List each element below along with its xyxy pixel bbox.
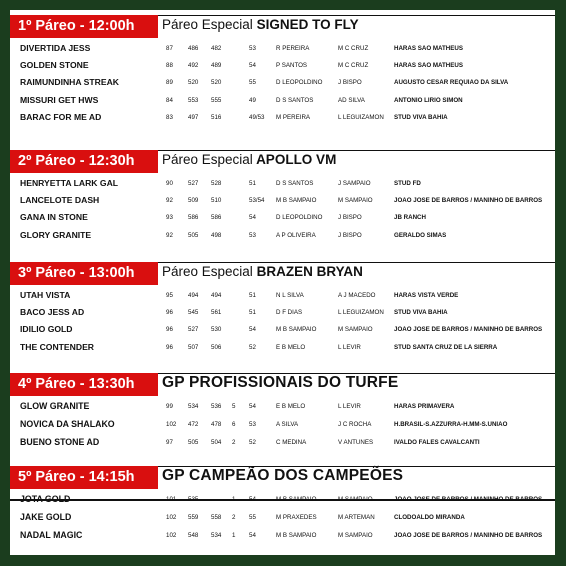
weight-prev: 492 <box>188 62 199 70</box>
weight-prev: 586 <box>188 214 199 222</box>
owner-name: JOAO JOSE DE BARROS / MANINHO DE BARROS <box>394 532 543 539</box>
carried-weight: 49 <box>249 96 256 104</box>
trainer-name: M SAMPAIO <box>338 326 373 334</box>
trainer-name: L LEVIR <box>338 343 361 351</box>
carried-weight: 55 <box>249 79 256 87</box>
header-rule <box>155 15 555 16</box>
trainer-name: L LEGUIZAMON <box>338 309 384 317</box>
carried-weight: 51 <box>249 292 256 299</box>
race-section <box>10 15 555 126</box>
weight-current: 504 <box>211 439 222 446</box>
weight-prev: 505 <box>188 439 199 446</box>
carried-weight: 54 <box>249 532 256 539</box>
post-position: 2 <box>232 514 236 521</box>
weight-prev: 520 <box>188 79 199 87</box>
trainer-name: J BISPO <box>338 79 362 87</box>
weight-prev: 494 <box>188 292 199 299</box>
trainer-name: J SAMPAIO <box>338 180 371 187</box>
race-section <box>10 150 555 244</box>
horse-name: UTAH VISTA <box>20 290 71 300</box>
trainer-name: J C ROCHA <box>338 421 372 428</box>
weight-current: 558 <box>211 514 222 521</box>
owner-name: CLODOALDO MIRANDA <box>394 514 465 521</box>
carried-weight: 53/54 <box>249 197 265 205</box>
trainer-name: J BISPO <box>338 214 362 222</box>
weight-current: 555 <box>211 96 222 104</box>
rating: 99 <box>166 403 173 410</box>
jockey-name: E B MELO <box>276 343 306 351</box>
rating: 102 <box>166 514 177 521</box>
horse-row <box>10 304 555 321</box>
weight-prev: 486 <box>188 45 199 52</box>
owner-name: HARAS PRIMAVERA <box>394 403 455 410</box>
weight-current: 482 <box>211 45 222 52</box>
horse-row <box>10 227 555 244</box>
jockey-name: D F DIAS <box>276 309 303 317</box>
horse-row <box>10 109 555 126</box>
horse-row <box>10 509 555 527</box>
carried-weight: 54 <box>249 403 256 410</box>
jockey-name: M PRAXEDES <box>276 514 317 521</box>
rating: 84 <box>166 96 173 104</box>
rating: 83 <box>166 113 173 121</box>
weight-prev: 548 <box>188 532 199 539</box>
trainer-name: AD SILVA <box>338 96 365 104</box>
jockey-name: D S SANTOS <box>276 180 314 187</box>
trainer-name: A J MACEDO <box>338 292 376 299</box>
trainer-name: M C CRUZ <box>338 62 369 70</box>
race-header <box>10 262 555 285</box>
weight-prev: 534 <box>188 403 199 410</box>
header-rule <box>155 262 555 263</box>
race-title-prefix: Páreo Especial <box>162 152 253 167</box>
race-header <box>10 373 555 396</box>
race-section <box>10 373 555 452</box>
weight-current: 561 <box>211 309 222 317</box>
rating: 92 <box>166 231 173 239</box>
jockey-name: M PEREIRA <box>276 113 311 121</box>
jockey-name: M B SAMPAIO <box>276 197 317 205</box>
owner-name: STUD VIVA BAHIA <box>394 309 448 317</box>
carried-weight: 53 <box>249 231 256 239</box>
carried-weight: 49/53 <box>249 113 265 121</box>
carried-weight: 55 <box>249 514 256 521</box>
horse-row <box>10 192 555 209</box>
horse-row <box>10 416 555 434</box>
horse-name: GLOW GRANITE <box>20 401 90 411</box>
race-label: 2º Páreo - 12:30h <box>10 150 158 173</box>
owner-name: IVALDO FALES CAVALCANTI <box>394 439 480 446</box>
race-card <box>10 10 555 555</box>
horse-row <box>10 57 555 74</box>
trainer-name: V ANTUNES <box>338 439 374 446</box>
rating: 87 <box>166 45 173 52</box>
trainer-name: M SAMPAIO <box>338 197 373 205</box>
jockey-name: A P OLIVEIRA <box>276 231 316 239</box>
owner-name: HARAS SAO MATHEUS <box>394 62 463 70</box>
carried-weight: 54 <box>249 214 256 222</box>
weight-current: 536 <box>211 403 222 410</box>
owner-name: AUGUSTO CESAR REQUIAO DA SILVA <box>394 79 509 87</box>
rating: 90 <box>166 180 173 187</box>
owner-name: H.BRASIL-S.AZZURRA-H.MM-S.UNIAO <box>394 421 508 428</box>
weight-prev: 472 <box>188 421 199 428</box>
race-title <box>162 374 398 392</box>
rating: 92 <box>166 197 173 205</box>
rating: 88 <box>166 62 173 70</box>
horse-row <box>10 209 555 226</box>
weight-prev: 527 <box>188 180 199 187</box>
horse-name: MISSURI GET HWS <box>20 94 99 105</box>
carried-weight: 52 <box>249 439 256 446</box>
jockey-name: M B SAMPAIO <box>276 326 317 334</box>
horse-row <box>10 398 555 416</box>
race-section <box>10 262 555 356</box>
weight-prev: 527 <box>188 326 199 334</box>
rating: 95 <box>166 292 173 299</box>
jockey-name: C MEDINA <box>276 439 307 446</box>
horse-row <box>10 175 555 192</box>
weight-current: 498 <box>211 231 222 239</box>
jockey-name: E B MELO <box>276 403 306 410</box>
race-title <box>162 152 336 167</box>
weight-prev: 553 <box>188 96 199 104</box>
owner-name: STUD FD <box>394 180 421 187</box>
horse-name: LANCELOTE DASH <box>20 195 100 206</box>
horse-name: NADAL MAGIC <box>20 530 83 540</box>
race-title-name: GP PROFISSIONAIS DO TURFE <box>162 374 399 391</box>
owner-name: JOAO JOSE DE BARROS / MANINHO DE BARROS <box>394 197 543 205</box>
race-title-prefix: Páreo Especial <box>162 17 253 32</box>
owner-name: HARAS VISTA VERDE <box>394 292 459 299</box>
race-label: 4º Páreo - 13:30h <box>10 373 158 396</box>
trainer-name: M C CRUZ <box>338 45 369 52</box>
race-label: 5º Páreo - 14:15h <box>10 466 158 489</box>
race-label: 3º Páreo - 13:00h <box>10 262 158 285</box>
post-position: 6 <box>232 421 236 428</box>
race-title-name: BRAZEN BRYAN <box>256 264 363 279</box>
race-header <box>10 150 555 173</box>
owner-name: JB RANCH <box>394 214 426 222</box>
jockey-name: A SILVA <box>276 421 299 428</box>
carried-weight: 54 <box>249 62 256 70</box>
race-header <box>10 466 555 489</box>
race-section <box>10 466 555 545</box>
weight-current: 494 <box>211 292 222 299</box>
race-title <box>162 264 363 279</box>
jockey-name: P SANTOS <box>276 62 308 70</box>
rating: 97 <box>166 439 173 446</box>
race-title-name: APOLLO VM <box>256 152 337 167</box>
trainer-name: L LEVIR <box>338 403 361 410</box>
horse-row <box>10 321 555 338</box>
race-title-name: SIGNED TO FLY <box>256 17 359 32</box>
race-title <box>162 467 403 485</box>
weight-prev: 507 <box>188 343 199 351</box>
horse-row <box>10 527 555 545</box>
horse-row <box>10 287 555 304</box>
owner-name: STUD SANTA CRUZ DE LA SIERRA <box>394 343 498 351</box>
carried-weight: 54 <box>249 326 256 334</box>
carried-weight: 52 <box>249 343 256 351</box>
weight-current: 586 <box>211 214 222 222</box>
horse-name: JAKE GOLD <box>20 512 72 522</box>
jockey-name: M B SAMPAIO <box>276 532 317 539</box>
trainer-name: M SAMPAIO <box>338 532 373 539</box>
owner-name: ANTONIO LIRIO SIMON <box>394 96 463 104</box>
carried-weight: 53 <box>249 45 256 52</box>
rating: 89 <box>166 79 173 87</box>
horse-name: RAIMUNDINHA STREAK <box>20 77 119 88</box>
owner-name: HARAS SAO MATHEUS <box>394 45 463 52</box>
race-label: 1º Páreo - 12:00h <box>10 15 158 38</box>
trainer-name: L LEGUIZAMON <box>338 113 384 121</box>
rating: 96 <box>166 309 173 317</box>
rating: 96 <box>166 326 173 334</box>
horse-name: BUENO STONE AD <box>20 437 100 447</box>
weight-current: 506 <box>211 343 222 351</box>
weight-prev: 509 <box>188 197 199 205</box>
post-position: 1 <box>232 532 236 539</box>
horse-name: THE CONTENDER <box>20 341 95 352</box>
jockey-name: D LEOPOLDINO <box>276 214 323 222</box>
jockey-name: D LEOPOLDINO <box>276 79 323 87</box>
race-title-prefix: Páreo Especial <box>162 264 253 279</box>
horse-row <box>10 74 555 91</box>
horse-name: NOVICA DA SHALAKO <box>20 419 115 429</box>
weight-prev: 545 <box>188 309 199 317</box>
horse-row <box>10 434 555 452</box>
carried-weight: 51 <box>249 309 256 317</box>
weight-prev: 505 <box>188 231 199 239</box>
trainer-name: J BISPO <box>338 231 362 239</box>
weight-current: 478 <box>211 421 222 428</box>
carried-weight: 53 <box>249 421 256 428</box>
horse-name: GLORY GRANITE <box>20 229 92 240</box>
jockey-name: R PEREIRA <box>276 45 310 52</box>
carried-weight: 51 <box>249 180 256 187</box>
rating: 93 <box>166 214 173 222</box>
owner-name: JOAO JOSE DE BARROS / MANINHO DE BARROS <box>394 326 543 334</box>
weight-current: 520 <box>211 79 222 87</box>
weight-current: 489 <box>211 62 222 70</box>
horse-name: GOLDEN STONE <box>20 60 89 71</box>
horse-name: BACO JESS AD <box>20 307 85 318</box>
trainer-name: M ARTEMAN <box>338 514 375 521</box>
rating: 102 <box>166 532 177 539</box>
weight-current: 534 <box>211 532 222 539</box>
race-title <box>162 17 359 32</box>
post-position: 2 <box>232 439 236 446</box>
scratched-strike-line <box>10 499 555 501</box>
post-position: 5 <box>232 403 236 410</box>
horse-name: HENRYETTA LARK GAL <box>20 178 119 188</box>
horse-name: GANA IN STONE <box>20 212 88 223</box>
horse-row <box>10 40 555 57</box>
weight-current: 530 <box>211 326 222 334</box>
weight-prev: 497 <box>188 113 199 121</box>
horse-row <box>10 339 555 356</box>
horse-row <box>10 92 555 109</box>
weight-current: 528 <box>211 180 222 187</box>
race-title-name: GP CAMPEÃO DOS CAMPEÕES <box>162 467 404 484</box>
owner-name: GERALDO SIMAS <box>394 231 447 239</box>
horse-name: DIVERTIDA JESS <box>20 43 91 53</box>
weight-current: 516 <box>211 113 222 121</box>
jockey-name: D S SANTOS <box>276 96 314 104</box>
horse-name: BARAC FOR ME AD <box>20 111 102 122</box>
rating: 102 <box>166 421 177 428</box>
weight-current: 510 <box>211 197 222 205</box>
horse-row <box>10 491 555 509</box>
rating: 96 <box>166 343 173 351</box>
jockey-name: N L SILVA <box>276 292 304 299</box>
weight-prev: 559 <box>188 514 199 521</box>
header-rule <box>155 150 555 151</box>
owner-name: STUD VIVA BAHIA <box>394 113 448 121</box>
horse-name: IDILIO GOLD <box>20 324 73 335</box>
race-header <box>10 15 555 38</box>
